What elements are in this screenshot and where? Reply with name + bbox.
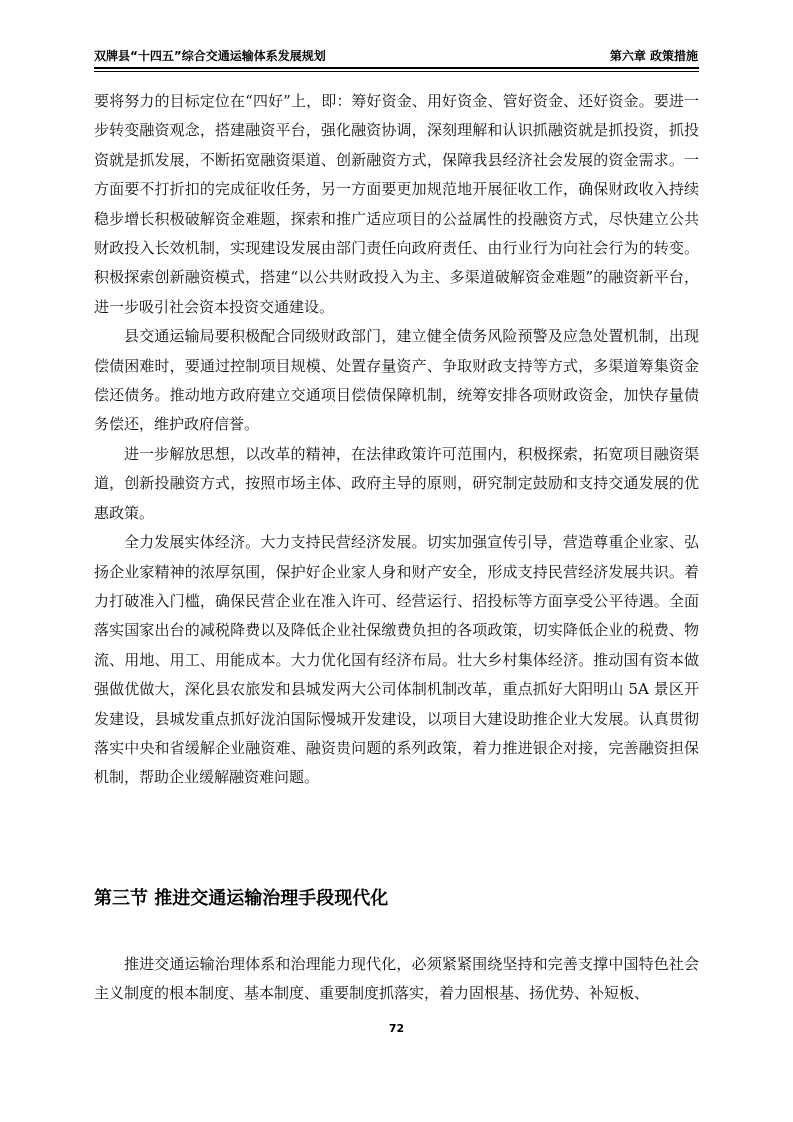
- section-paragraph: 推进交通运输治理体系和治理能力现代化，必须紧紧围绕坚持和完善支撑中国特色社会主义制度的根本制度、基本制度、重要制度抓落实，着力固根基、扬优势、补短板、: [94, 955, 699, 1003]
- paragraph-3: 进一步解放思想，以改革的精神，在法律政策许可范围内，积极探索，拓宽项目融资渠道，创新投融资方式，按照市场主体、政府主导的原则，研究制定鼓励和支持交通发展的优惠政策。: [94, 444, 699, 522]
- section-body-text: [94, 950, 699, 1009]
- header-chapter: 第六章 政策措施: [609, 49, 698, 63]
- header-rule-thick: [94, 67, 699, 69]
- header-rule-thin: [94, 71, 699, 72]
- body-text: [94, 87, 699, 793]
- paragraph-4: 全力发展实体经济。大力支持民营经济发展。切实加强宣传引导，营造尊重企业家、弘扬企业家精神的浓厚氛围，保护好企业家人身和财产安全，形成支持民营经济发展共识。着力打破准入门槛，确保民营企业在准入许可、经营运行、招投标等方面享受公平待遇。全面落实国家出台的减税降费以及降低企业社保缴费负担的各项政策，切实降低企业的税费、物流、用地、用工、用能成本。大力优化国有经济布局。壮大乡村集体经济。推动国有资本做强做优做大，深化县农旅发和县城发两大公司体制机制改革，重点抓好大阳明山 5A 景区开发建设，县城发重点抓好泷泊国际慢城开发建设，以项目大建设助推企业大发展。认真贯彻落实中央和省缓解企业融资难、融资贵问题的系列政策，着力推进银企对接，完善融资担保机制，帮助企业缓解融资难问题。: [94, 533, 699, 787]
- header-title: 双牌县“十四五”综合交通运输体系发展规划: [94, 49, 326, 63]
- paragraph-2: 县交通运输局要积极配合同级财政部门，建立健全债务风险预警及应急处置机制，出现偿债困难时，要通过控制项目规模、处置存量资产、争取财政支持等方式，多渠道筹集资金偿还债务。推动地方政府建立交通项目偿债保障机制，统筹安排各项财政资金，加快存量债务偿还，维护政府信誉。: [94, 327, 699, 434]
- section-title: 第三节 推进交通运输治理手段现代化: [94, 888, 389, 909]
- paragraph-1: 要将努力的目标定位在“四好”上，即：筹好资金、用好资金、管好资金、还好资金。要进一步转变融资观念，搭建融资平台，强化融资协调，深刻理解和认识抓融资就是抓投资，抓投资就是抓发展，不断拓宽融资渠道、创新融资方式，保障我县经济社会发展的资金需求。一方面要不打折扣的完成征收任务，另一方面要更加规范地开展征收工作，确保财政收入持续稳步增长积极破解资金难题，探索和推广适应项目的公益属性的投融资方式，尽快建立公共财政投入长效机制，实现建设发展由部门责任向政府责任、由行业行为向社会行为的转变。积极探索创新融资模式，搭建“以公共财政投入为主、多渠道破解资金难题”的融资新平台，进一步吸引社会资本投资交通建设。: [94, 92, 699, 316]
- page-number: 72: [388, 1022, 405, 1035]
